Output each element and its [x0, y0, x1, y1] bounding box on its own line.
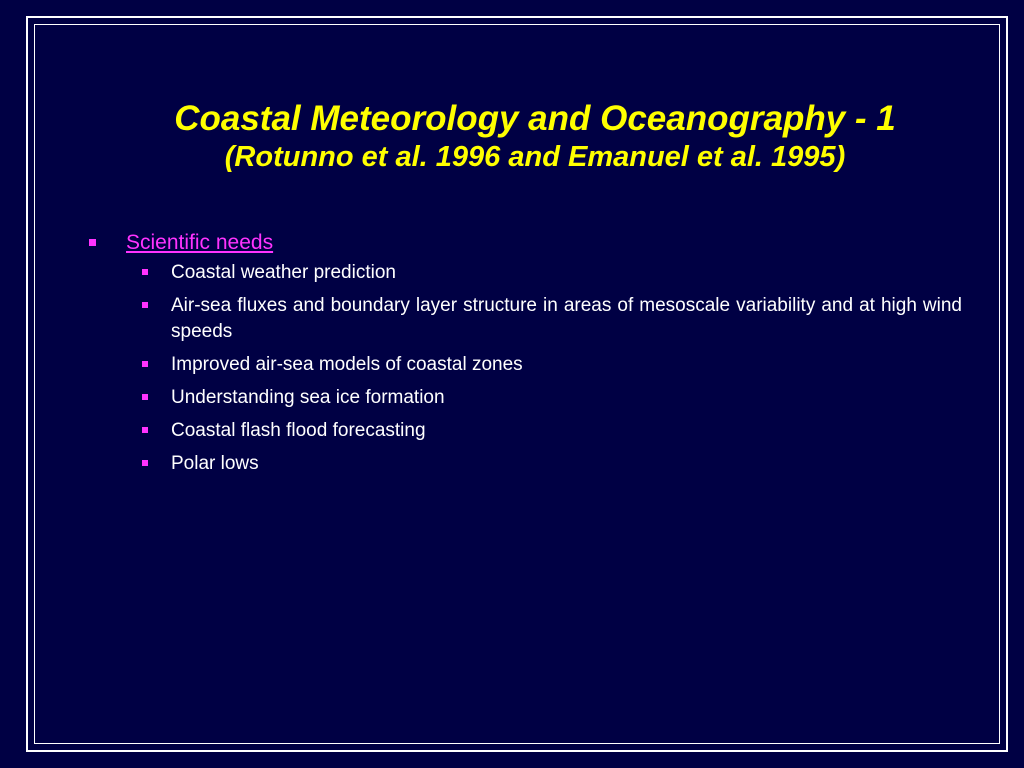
title-main: Coastal Meteorology and Oceanography - 1 — [174, 99, 896, 138]
list-item-text: Coastal weather prediction — [171, 262, 396, 283]
list-item — [86, 451, 962, 477]
bullet-level1 — [86, 228, 962, 258]
list-item-text: Air-sea fluxes and boundary layer structure in areas of mesoscale variability and at high wind speeds — [171, 295, 962, 342]
scientific-needs-list — [86, 260, 962, 477]
bullet-content — [86, 228, 962, 484]
list-item-text: Polar lows — [171, 453, 259, 474]
list-item — [86, 385, 962, 411]
list-item-text: Coastal flash flood forecasting — [171, 420, 426, 441]
list-item — [86, 293, 962, 345]
list-item-text: Improved air-sea models of coastal zones — [171, 354, 523, 375]
list-item — [86, 260, 962, 286]
list-item — [86, 352, 962, 378]
list-item — [86, 418, 962, 444]
scientific-needs-heading: Scientific needs — [126, 231, 274, 254]
title-citation: (Rotunno et al. 1996 and Emanuel et al. 1995) — [224, 141, 846, 173]
list-item-text: Understanding sea ice formation — [171, 387, 445, 408]
slide-title — [60, 98, 1010, 174]
